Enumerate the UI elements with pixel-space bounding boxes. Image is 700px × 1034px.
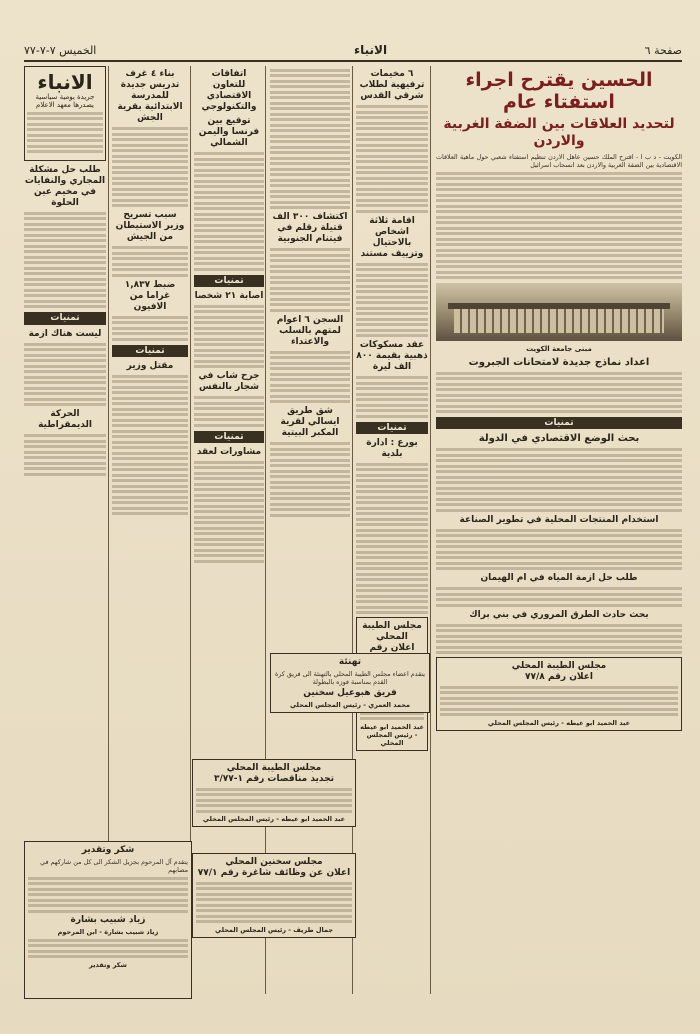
exams-headline: اعداد نماذج جديدة لامتحانات الجبروت [468, 356, 650, 368]
body-text [436, 529, 682, 571]
ad-title: مجلس سخنين المحلي [225, 857, 323, 867]
municipal-headline: بورع : ادارة بلدية [366, 437, 418, 459]
fight-headline: جرح شاب في شجار بالنفس [198, 371, 260, 393]
ad-signature-name: زياد شبيب بشارة [70, 915, 146, 925]
democratic-headline: الحركة الديمقراطية [38, 409, 92, 431]
ad-body [440, 686, 678, 717]
body-text [194, 396, 264, 427]
body-text [270, 351, 350, 404]
prison-headline: السجن ٦ اعوام لمتهم بالسلب والاعتداء [276, 314, 344, 347]
ad-signature: عبد الحميد ابو عيطه - رئيس المجلس المحلي [202, 815, 346, 823]
column-rule [430, 66, 431, 994]
section-banner: تمنيات [112, 345, 188, 357]
body-text [24, 212, 106, 309]
congrats-title: تهنئة [338, 657, 362, 667]
ad-signature: عبد الحميد ابو عيطه - رئيس المجلس المحلي [487, 718, 631, 727]
thanks-ad [24, 841, 192, 999]
ad-title: مجلس الطيبة المحلي [226, 763, 322, 773]
photo-caption: مبنى جامعة الكويت [526, 345, 592, 354]
camps-headline: ٦ مخيمات ترفيهية لطلاب شرقي القدس [359, 69, 425, 101]
notice-ad [436, 657, 682, 731]
section-banner: تمنيات [194, 275, 264, 287]
body-text [356, 263, 428, 338]
jobs-ad [192, 853, 356, 938]
ad-title-secondary: شكر وتقدير [89, 960, 127, 969]
paper-title: الانباء [353, 43, 388, 57]
lead-paragraph: الكويت - د ب ا - اقترح الملك حسين عاهل الاردن تنظيم استفتاء شعبي حول ماهية العلاقات الاقتصادية بين الضفة الغربية والاردن بعد انسحاب اسرائيل [436, 153, 682, 170]
body-text [194, 152, 264, 271]
body-text [436, 587, 682, 607]
ad-signature: زياد شبيب بشارة - ابن المرحوم [57, 928, 159, 936]
consultations-headline: مشاورات لعقد [196, 446, 262, 457]
ad-title: شكر وتقدير [81, 845, 135, 855]
body-text [436, 172, 682, 280]
team-name: فريق هبوعيل سخنين [303, 688, 397, 698]
ad-subtitle: اعلان عن وظائف شاغرة رقم ٧٧/١ [197, 868, 351, 878]
body-text [112, 127, 188, 207]
body-text [112, 375, 188, 516]
ad-body-lines [28, 877, 188, 913]
body-text [436, 448, 682, 512]
body-text [112, 316, 188, 341]
ad-body [196, 882, 352, 924]
ad-body: يتقدم آل المرحوم بجزيل الشكر الى كل من شاركهم في مصابهم [40, 858, 188, 874]
page-label: صفحة ٦ [644, 43, 682, 57]
body-text [270, 248, 350, 312]
body-text [356, 105, 428, 213]
water-headline: طلب حل ازمة المياه في ام الهيمان [480, 573, 638, 584]
body-text [24, 434, 106, 476]
body-text [270, 69, 350, 210]
ad-title: مجلس الطيبة المحلي [511, 661, 607, 672]
section-banner: تمنيات [436, 417, 682, 429]
logo-line: يصدرها معهد الاعلام [36, 101, 94, 110]
body-text [194, 305, 264, 369]
masthead [24, 40, 682, 62]
industry-headline: استخدام المنتجات المحلية في تطوير الصناعة [459, 514, 659, 525]
university-photo [436, 283, 682, 341]
fraud-headline: اقامة ثلاثة اشخاص بالاحتيال وتزييف مستند [360, 215, 424, 259]
logo-subtitle: جريدة يومية سياسية [35, 93, 95, 101]
column-right [436, 66, 682, 994]
tender-ad [192, 759, 356, 827]
opium-headline: ضبط ١,٨٣٧ غراما من الافيون [124, 279, 176, 312]
injury-headline: اصابة ٢١ شخصا [194, 290, 264, 301]
france-yemen-headline: توقيع بين فرنسا واليمن الشمالي [198, 116, 260, 148]
ad-body [196, 788, 352, 813]
main-headline: الحسين يقترح اجراء استفتاء عام [465, 69, 653, 113]
congrats-body: يتقدم اعضاء مجلس الطيبة المحلي بالتهنئة الى فريق كرة القدم بمناسبة فوزه بالبطولة [274, 670, 426, 686]
minister-headline: سبب تسريح وزير الاستيطان من الجيش [115, 210, 185, 242]
section-banner: تمنيات [356, 422, 428, 434]
body-text [436, 624, 682, 655]
ad-title: مجلس الطيبة المحلي [362, 621, 422, 643]
ad-subtitle: اعلان رقم [369, 643, 415, 654]
roads-headline: بحث حادث الطرق المروري في بني براك [469, 609, 649, 620]
body-text [436, 372, 682, 414]
body-text [356, 376, 428, 418]
column-5 [112, 66, 188, 834]
body-text [194, 461, 264, 563]
body-text [112, 246, 188, 277]
coins-headline: عقد مسكوكات ذهبية بقيمة ٨٠٠ الف ليرة [356, 340, 428, 372]
date-label: الخميس ٧-٧-٧٧ [24, 43, 97, 57]
crisis-headline: ليست هناك ازمة [28, 328, 102, 339]
column-left [24, 66, 106, 834]
ad-signature: جمال طريف - رئيس المجلس المحلي [215, 925, 333, 934]
logo-title: الانباء [37, 70, 93, 94]
congrats-signature: محمد العمري - رئيس المجلس المحلي [289, 701, 411, 709]
main-subheadline: لتحديد العلاقات بين الضفة الغربية والاردن [443, 116, 675, 149]
sewage-headline: طلب حل مشكلة المجاري والنفايات في مخيم عين الحلوة [24, 164, 106, 208]
economy-headline: بحث الوضع الاقتصادي في الدولة [478, 433, 640, 445]
vietnam-headline: اكتشاف ٣٠٠ الف قتيلة رقلم في فيتنام الجنوبية [272, 212, 348, 244]
body-text [356, 463, 428, 615]
paper-logo [24, 66, 106, 161]
congrats-box [270, 653, 430, 713]
cooperation-headline: اتفاقات للتعاون الاقتصادي والتكنولوجي [201, 69, 257, 112]
body-text [24, 343, 106, 407]
ad-subtitle: اعلان رقم ٧٧/٨ [525, 672, 593, 683]
section-banner: تمنيات [24, 312, 106, 324]
ad-subtitle: تجديد مناقصات رقم ١-٣/٧٧ [213, 774, 334, 784]
ad-footer-lines [28, 939, 188, 959]
ad-signature: عبد الحميد ابو عيطه - رئيس المجلس المحلي [360, 722, 424, 748]
logo-details [27, 112, 103, 154]
section-banner: تمنيات [194, 431, 264, 443]
killing-headline: مقتل وزير [126, 360, 174, 371]
road-headline: شق طريق ايسالي لقرية المكبر البيتية [280, 406, 340, 438]
classrooms-headline: بناء ٤ غرف تدريس جديدة للمدرسة الابتدائية بقرية الجش [117, 69, 183, 123]
body-text [270, 442, 350, 517]
column-2 [356, 66, 428, 994]
